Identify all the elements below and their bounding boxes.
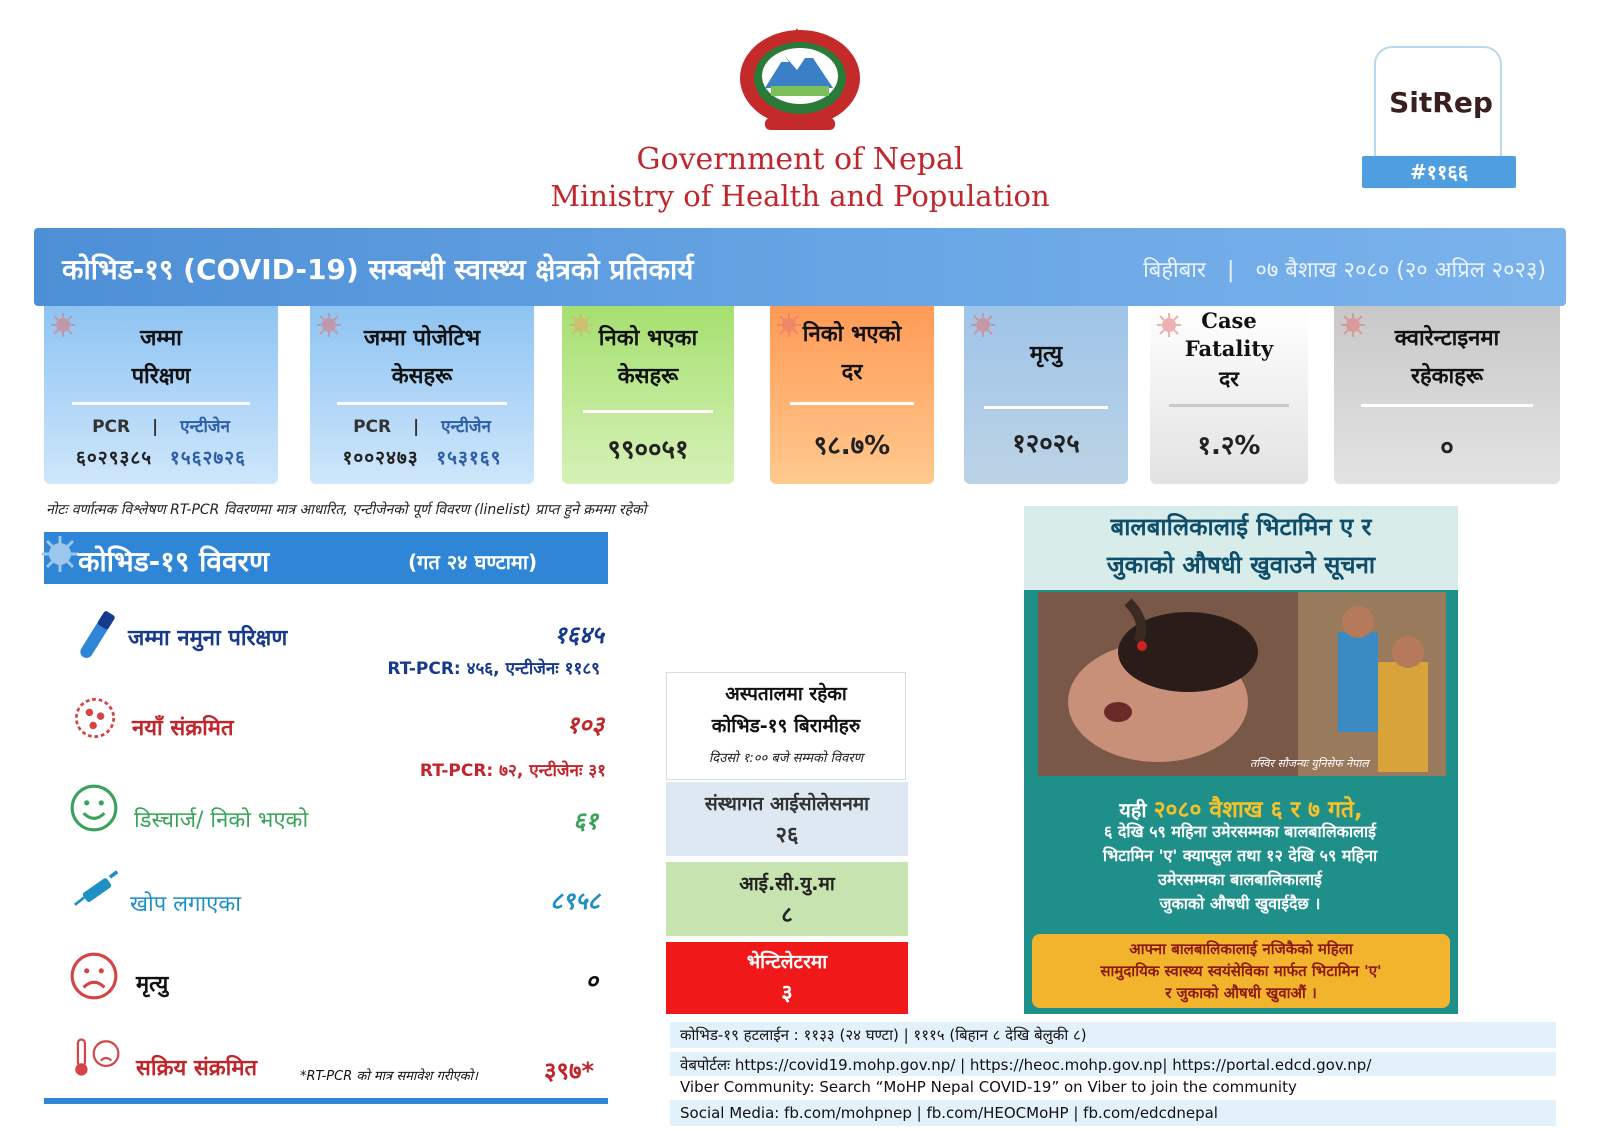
- new-cases-value: १०३: [566, 711, 604, 739]
- hospital-title-line2: कोभिड-१९ बिरामीहरु: [711, 715, 861, 737]
- sad-face-icon: [68, 950, 120, 1002]
- samples-label: जम्मा नमुना परिक्षण: [128, 626, 288, 651]
- card-sub-values: [310, 444, 534, 470]
- sub-separator: |: [413, 417, 420, 437]
- icu-label: आई.सी.यु.मा: [739, 873, 835, 895]
- report-date: [1143, 254, 1546, 284]
- antigen-label: एन्टीजेन: [441, 417, 491, 437]
- ventilator-value: ३: [781, 981, 793, 1006]
- virus-cluster-icon: [66, 690, 124, 746]
- card-total-positive: [310, 306, 534, 484]
- hospital-title-line1: अस्पतालमा रहेका: [725, 683, 847, 705]
- card-recovery-rate: [770, 306, 934, 484]
- active-label: सक्रिय संक्रमित: [136, 1056, 258, 1081]
- active-footnote: *RT-PCR को मात्र समावेश गरीएको।: [300, 1069, 478, 1084]
- discharged-label: डिस्चार्ज/ निको भएको: [134, 808, 309, 833]
- card-value: १२०२५: [1012, 429, 1080, 459]
- poster-foot-line3: र जुकाको औषधी खुवाऔं ।: [1165, 984, 1317, 1002]
- card-title-line2: दर: [841, 360, 863, 385]
- deaths-value: ०: [585, 967, 598, 995]
- poster-foot-line2: सामुदायिक स्वास्थ्य स्वयंसेविका मार्फत भिटामिन 'ए': [1100, 962, 1382, 980]
- discharged-value: ६१: [573, 807, 598, 835]
- card-deaths: [964, 306, 1128, 484]
- card-title-line1: जम्मा: [140, 326, 182, 351]
- deaths-label: मृत्यु: [136, 972, 169, 997]
- card-value: १.२%: [1197, 431, 1261, 461]
- government-title: Government of Nepal: [636, 142, 964, 177]
- isolation-value: २६: [775, 823, 799, 848]
- card-sub-labels: [310, 414, 534, 437]
- poster-headline-line1: बालबालिकालाई भिटामिन ए र: [1110, 513, 1372, 541]
- left-panel-bottom-rule: [44, 1098, 608, 1104]
- ventilator-label: भेन्टिलेटरमा: [746, 951, 828, 973]
- report-title: कोभिड-१९ (COVID-19) सम्बन्धी स्वास्थ्य क्षेत्रको प्रतिकार्य: [62, 253, 694, 286]
- card-value: ९९००५१: [607, 435, 689, 465]
- poster-photo: [1038, 592, 1446, 776]
- card-title-line1: निको भएका: [598, 326, 698, 351]
- hospital-title: [666, 678, 906, 742]
- new-cases-sub: RT-PCR: ७२, एन्टीजेनः ३१: [419, 761, 606, 781]
- poster-body-line3: उमेरसम्मका बालबालिकालाई: [1158, 870, 1322, 889]
- poster-when-date: २०८० वैशाख ६ र ७ गते,: [1153, 797, 1363, 823]
- poster-headline: [1024, 508, 1458, 584]
- date-separator: |: [1227, 258, 1235, 283]
- card-title: मृत्यु: [1029, 342, 1063, 367]
- hotline-info: कोभिड-१९ हटलाईन : ११३३ (२४ घण्टा) | १११५ (बिहान ८ देखि बेलुकी ८): [670, 1022, 1556, 1048]
- card-title-line3: दर: [1219, 367, 1239, 391]
- card-title-line2: परिक्षण: [131, 364, 191, 389]
- card-divider: [72, 402, 250, 405]
- poster-body-line2: भिटामिन 'ए' क्याप्सुल तथा १२ देखि ५९ महिना: [1102, 846, 1378, 865]
- card-value: ०: [1440, 433, 1454, 463]
- virus-icon: [970, 312, 996, 338]
- vaccinated-value: ८९५८: [550, 887, 600, 915]
- new-cases-label: नयाँ संक्रमित: [132, 716, 234, 741]
- poster-body: [1040, 820, 1440, 916]
- card-title-line2: रहेकाहरू: [1410, 364, 1484, 389]
- sitrep-number: #११६६: [1362, 156, 1516, 188]
- pcr-label: PCR: [353, 417, 392, 437]
- isolation-label: संस्थागत आईसोलेसनमा: [704, 793, 870, 815]
- ministry-title: Ministry of Health and Population: [550, 179, 1050, 213]
- antigen-label: एन्टीजेन: [180, 417, 230, 437]
- pcr-value: ६०२९३८५: [76, 447, 153, 469]
- card-recovered: [562, 306, 734, 484]
- isolation-box: [666, 782, 908, 856]
- card-sub-values: [44, 444, 278, 470]
- thermometer-patient-icon: [70, 1036, 128, 1080]
- card-case-fatality: [1150, 306, 1308, 484]
- card-quarantine: [1334, 306, 1560, 484]
- card-divider: [984, 406, 1109, 409]
- card-title-line1: क्वारेन्टाइनमा: [1394, 326, 1500, 351]
- syringe-icon: [68, 868, 126, 914]
- icu-box: [666, 862, 908, 936]
- poster-when-prefix: यही: [1119, 798, 1147, 822]
- report-day: बिहीबार: [1143, 258, 1206, 283]
- government-emblem: [735, 26, 865, 134]
- card-divider: [583, 410, 714, 413]
- report-date-text: ०७ बैशाख २०८० (२० अप्रिल २०२३): [1255, 258, 1546, 283]
- card-total-tests: [44, 306, 278, 484]
- card-title-line1: निको भएको: [802, 322, 902, 347]
- poster-footer-text: [1036, 938, 1446, 1004]
- card-title-line2: केसहरू: [617, 364, 679, 389]
- icu-value: ८: [781, 903, 793, 928]
- antigen-value: १५६२७२६: [169, 447, 246, 469]
- card-divider: [790, 402, 915, 405]
- virus-icon: [40, 534, 80, 574]
- pcr-value: १००२४७३: [342, 447, 419, 469]
- social-media-info[interactable]: Social Media: fb.com/mohpnep | fb.com/HEOCMoHP | fb.com/edcdnepal: [670, 1100, 1556, 1126]
- card-title-line2: Fatality: [1184, 336, 1274, 361]
- hospital-note: दिउसो १:०० बजे सम्मको विवरण: [708, 751, 864, 766]
- samples-value: १६४५: [554, 621, 604, 649]
- card-divider: [1169, 404, 1289, 407]
- left-panel-title: कोभिड-१९ विवरण: [78, 545, 270, 578]
- card-title-line2: केसहरू: [391, 364, 453, 389]
- web-portal-info[interactable]: वेबपोर्टलः https://covid19.mohp.gov.np/ | https://heoc.mohp.gov.np| https://portal.edcd.gov.np/: [670, 1052, 1556, 1078]
- smiley-icon: [68, 782, 120, 834]
- sub-separator: |: [152, 417, 159, 437]
- antigen-value: १५३१६९: [436, 447, 502, 469]
- card-value: ९८.७%: [813, 431, 891, 461]
- poster-photo-credit: तस्विर सौजन्यः युनिसेफ नेपाल: [1250, 757, 1369, 770]
- test-tube-icon: [68, 606, 124, 668]
- card-title-line1: जम्मा पोजेटिभ: [363, 326, 481, 351]
- left-panel-subtitle: (गत २४ घण्टामा): [408, 550, 538, 574]
- vaccinated-label: खोप लगाएका: [130, 892, 241, 917]
- poster-body-line4: जुकाको औषधी खुवाईदैछ ।: [1159, 894, 1321, 913]
- poster-foot-line1: आफ्ना बालबालिकालाई नजिकैको महिला: [1129, 940, 1353, 958]
- ventilator-box: [666, 942, 908, 1014]
- card-divider: [337, 402, 507, 405]
- footnote: नोटः वर्णात्मक विश्लेषण RT-PCR विवरणमा मात्र आधारित, एन्टीजेनको पूर्ण विवरण (linelist) प्राप्त हुने क्रममा रहेको: [46, 502, 647, 518]
- sitrep-label: SitRep: [1389, 86, 1493, 119]
- card-title-line1: Case: [1201, 308, 1257, 333]
- samples-sub: RT-PCR: ४५६, एन्टीजेनः ११८९: [387, 659, 600, 679]
- viber-info: Viber Community: Search “MoHP Nepal COVID-19” on Viber to join the community: [670, 1076, 1556, 1098]
- poster-body-line1: ६ देखि ५९ महिना उमेरसम्मका बालबालिकालाई: [1104, 822, 1376, 841]
- active-value: ३९७*: [544, 1057, 594, 1085]
- card-divider: [1361, 404, 1533, 407]
- poster-headline-line2: जुकाको औषधी खुवाउने सूचना: [1106, 551, 1376, 579]
- card-sub-labels: [44, 414, 278, 437]
- pcr-label: PCR: [92, 417, 131, 437]
